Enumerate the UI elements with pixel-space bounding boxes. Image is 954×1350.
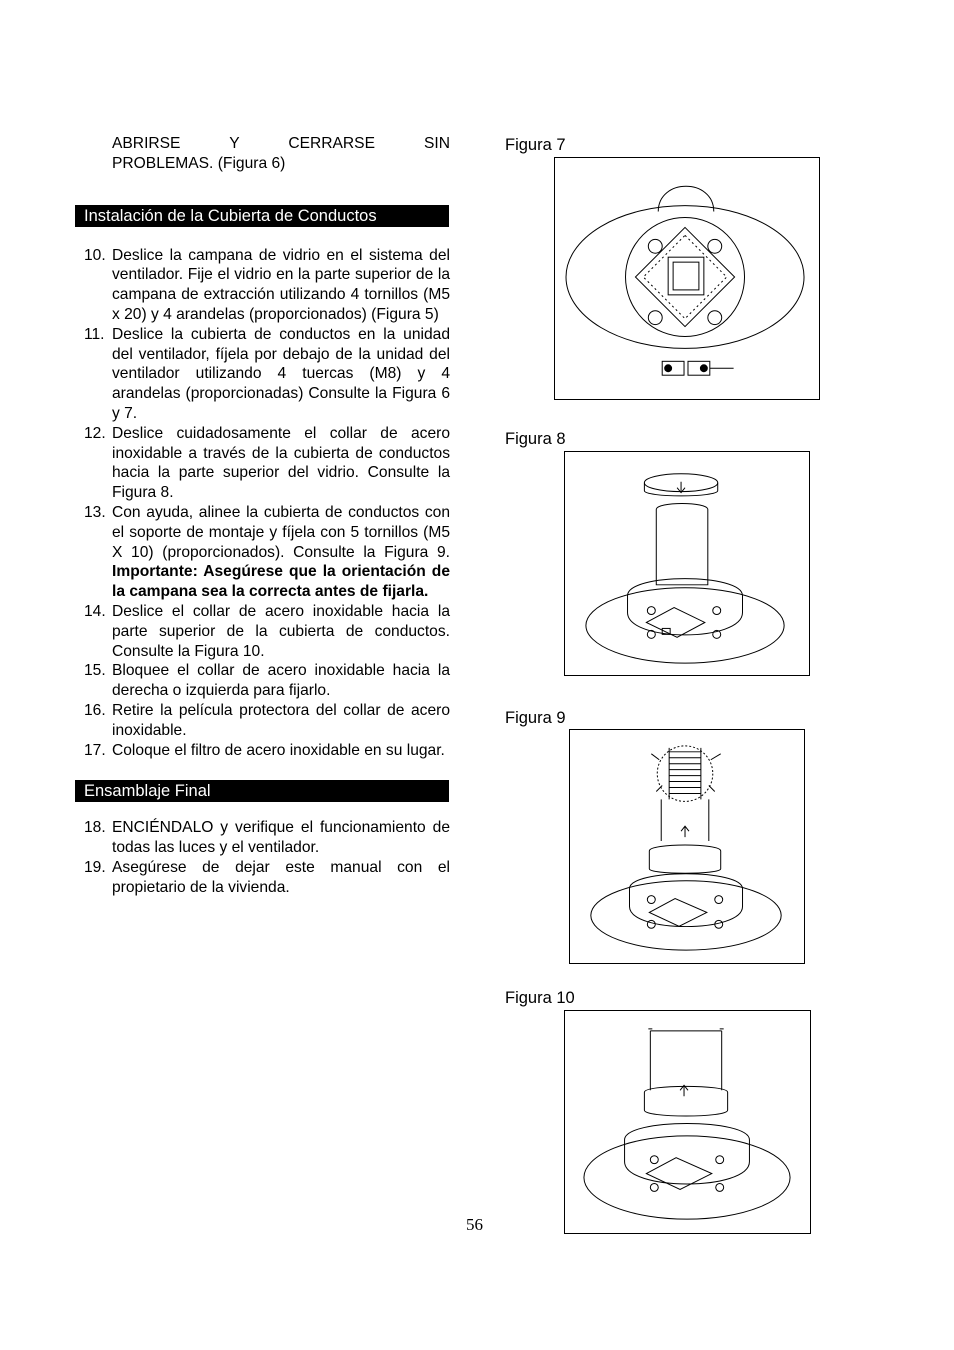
figure-10-caption: Figura 10 xyxy=(505,989,575,1007)
list-item xyxy=(75,325,450,424)
section-heading-final: Ensamblaje Final xyxy=(75,780,449,802)
step-text: Bloquee el collar de acero inoxidable hacia la derecha o izquierda para fijarlo. xyxy=(112,662,450,700)
intro-text xyxy=(112,134,450,174)
list-item xyxy=(75,701,450,741)
list-item xyxy=(75,602,450,661)
step-text: Con ayuda, alinee la cubierta de conductos con el soporte de montaje y fíjela con 5 tornillos (M5 X 10) (proporcionados). Consulte la Figura 9. xyxy=(112,503,450,561)
step-text: Deslice el collar de acero inoxidable hacia la parte superior de la cubierta de conductos. Consulte la Figura 10. xyxy=(112,602,450,660)
figure-7-caption: Figura 7 xyxy=(505,136,566,154)
intro-line-2: PROBLEMAS. (Figura 6) xyxy=(112,154,286,172)
steps-list-final xyxy=(75,818,450,897)
list-item xyxy=(75,424,450,503)
section-heading-ducts: Instalación de la Cubierta de Conductos xyxy=(75,205,449,227)
figure-10-illustration xyxy=(564,1010,811,1234)
step-number: 11. xyxy=(84,325,105,343)
page-number: 56 xyxy=(466,1215,483,1234)
list-item xyxy=(75,741,450,761)
step-number: 15. xyxy=(84,662,106,680)
figure-8-caption: Figura 8 xyxy=(505,430,566,448)
step-number: 17. xyxy=(84,741,106,759)
step-text: Deslice cuidadosamente el collar de acero inoxidable a través de la cubierta de conductos hacia la parte superior del vidrio. Consulte la Figura 8. xyxy=(112,424,450,502)
list-item xyxy=(75,858,450,898)
instructions-column xyxy=(75,134,450,898)
step-number: 12. xyxy=(84,424,106,442)
important-note: Importante: Asegúrese que la orientación de la campana sea la correcta antes de fijarla. xyxy=(112,563,450,601)
list-item xyxy=(75,818,450,858)
list-item xyxy=(75,661,450,701)
step-number: 13. xyxy=(84,503,106,521)
figure-8-illustration xyxy=(564,451,810,676)
steps-list-ducts xyxy=(75,246,450,761)
figure-9-caption: Figura 9 xyxy=(505,709,566,727)
step-text: Deslice la campana de vidrio en el sistema del ventilador. Fije el vidrio en la parte superior de la campana de extracción utilizando 4 tornillos (M5 x 20) y 4 arandelas (proporcionados) (Figura 5) xyxy=(112,246,450,323)
list-item xyxy=(75,246,450,325)
step-number: 16. xyxy=(84,701,106,719)
figure-9-illustration xyxy=(569,729,805,964)
step-number: 14. xyxy=(84,602,106,620)
step-text: Retire la película protectora del collar de acero inoxidable. xyxy=(112,701,450,739)
intro-line-1: ABRIRSE Y CERRARSE SIN xyxy=(112,135,450,152)
list-item xyxy=(75,503,450,602)
step-text: Deslice la cubierta de conductos en la unidad del ventilador, fíjela por debajo de la unidad del ventilador utilizando 4 tuercas (M8) y 4 arandelas (proporcionadas) Consulte la Figura 6 y 7. xyxy=(112,325,450,422)
step-text: Coloque el filtro de acero inoxidable en su lugar. xyxy=(112,741,445,759)
figure-7-illustration xyxy=(554,157,820,400)
step-text: ENCIÉNDALO y verifique el funcionamiento de todas las luces y el ventilador. xyxy=(112,819,450,857)
step-number: 18. xyxy=(84,819,106,837)
step-number: 19. xyxy=(84,858,106,876)
step-number: 10. xyxy=(84,246,106,264)
step-text: Asegúrese de dejar este manual con el propietario de la vivienda. xyxy=(112,858,450,896)
